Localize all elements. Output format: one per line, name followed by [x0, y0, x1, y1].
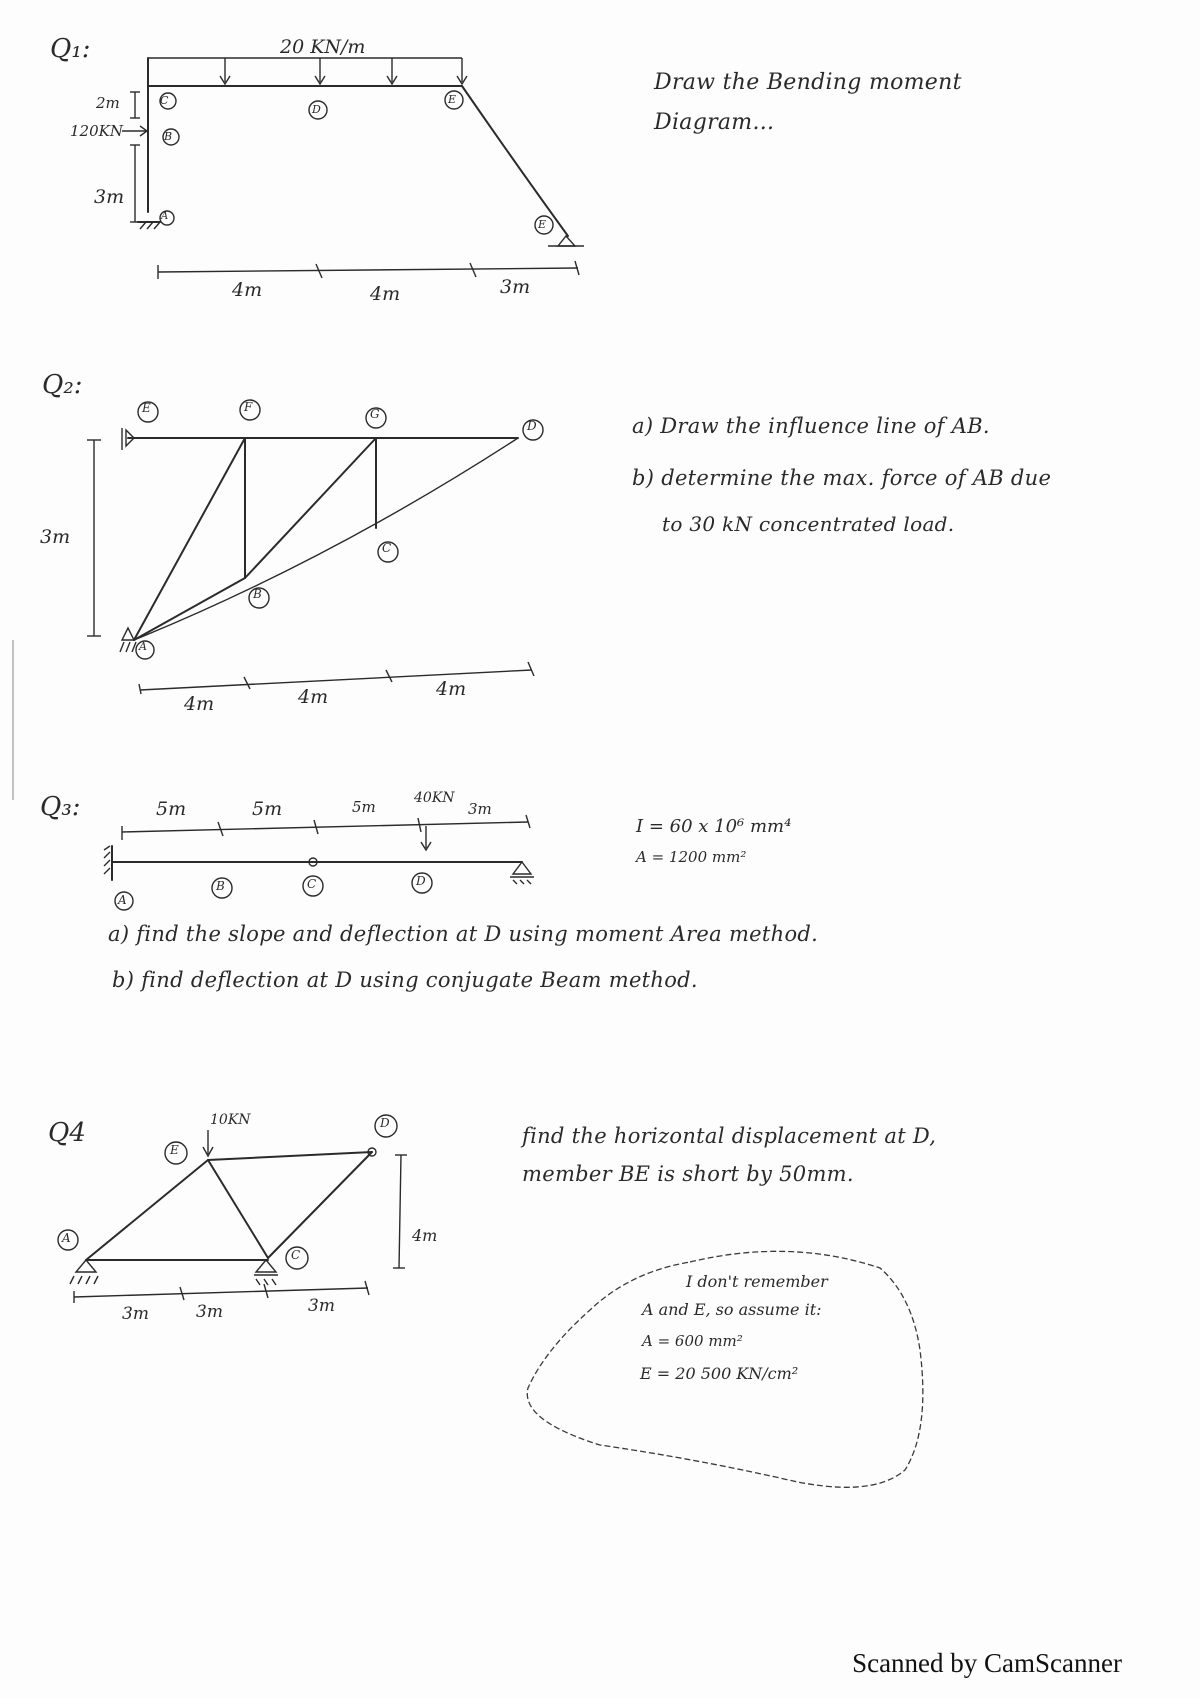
q3-area: A = 1200 mm²	[636, 848, 747, 866]
q3-point-load: 40KN	[414, 790, 455, 806]
q1-span-1: 4m	[232, 279, 263, 301]
q3-node-b: B	[216, 879, 225, 893]
q2-node-e: E	[142, 401, 151, 415]
q2-span-3: 4m	[436, 678, 467, 700]
q4-span-1: 3m	[122, 1304, 149, 1324]
q1-node-d: D	[312, 103, 321, 116]
q4-point-load: 10KN	[210, 1112, 251, 1128]
q1-dim-side: 3m	[94, 186, 125, 208]
q3-node-d: D	[416, 874, 426, 888]
q2-instruction-a: a) Draw the influence line of AB.	[632, 414, 990, 438]
q3-span-2: 5m	[252, 798, 283, 820]
q1-span-3: 3m	[500, 276, 531, 298]
q2-instruction-b1: b) determine the max. force of AB due	[632, 466, 1052, 490]
q2-node-c: C	[382, 541, 392, 555]
scanner-watermark: Scanned by CamScanner	[852, 1648, 1122, 1678]
q4-instruction-2: member BE is short by 50mm.	[522, 1162, 854, 1186]
q1-node-a: A	[161, 211, 169, 222]
q4-node-d: D	[380, 1116, 390, 1130]
q1-instruction-1: Draw the Bending moment	[654, 70, 962, 95]
q2-span-1: 4m	[184, 693, 215, 715]
q1-load-label: 20 KN/m	[280, 36, 366, 58]
q3-instruction-b: b) find deflection at D using conjugate Beam method.	[112, 968, 698, 992]
q4-tag: Q4	[48, 1118, 86, 1148]
q4-note-2: A and E, so assume it:	[642, 1300, 822, 1319]
q1-tag: Q₁:	[50, 34, 91, 64]
q2-node-a: A	[139, 640, 147, 653]
q4-node-c: C	[291, 1248, 301, 1262]
q2-node-g: G	[370, 407, 380, 421]
q1-instruction-2: Diagram...	[654, 110, 775, 135]
q4-note-1: I don't remember	[686, 1272, 828, 1291]
q1-node-c: C	[160, 94, 169, 107]
q2-truss-diagram	[87, 400, 543, 694]
q2-node-f: F	[244, 400, 253, 414]
q4-height: 4m	[412, 1226, 438, 1245]
q3-span-1: 5m	[156, 798, 187, 820]
q4-note-4: E = 20 500 KN/cm²	[640, 1364, 799, 1383]
q3-instruction-a: a) find the slope and deflection at D using moment Area method.	[108, 922, 819, 946]
q4-span-2: 3m	[196, 1302, 223, 1322]
q1-node-b: B	[164, 130, 173, 143]
q3-span-4: 3m	[468, 800, 492, 818]
q3-beam-diagram	[104, 815, 534, 910]
q3-node-a: A	[118, 893, 127, 907]
q4-span-3: 3m	[308, 1296, 335, 1316]
q2-instruction-b2: to 30 kN concentrated load.	[662, 512, 955, 536]
q2-height: 3m	[40, 526, 71, 548]
q3-span-3: 5m	[352, 798, 376, 816]
q2-span-2: 4m	[298, 686, 329, 708]
q1-node-e: E	[448, 93, 457, 106]
q2-node-d: D	[527, 419, 537, 433]
q1-point-load: 120KN	[70, 122, 123, 140]
q2-node-b: B	[253, 587, 262, 601]
q4-node-a: A	[62, 1231, 71, 1245]
q4-node-e: E	[170, 1143, 179, 1157]
q4-instruction-1: find the horizontal displacement at D,	[522, 1124, 937, 1148]
q3-node-c: C	[307, 877, 317, 891]
q3-inertia: I = 60 x 10⁶ mm⁴	[636, 816, 792, 837]
q4-note-3: A = 600 mm²	[642, 1332, 743, 1350]
q3-tag: Q₃:	[40, 792, 81, 822]
q1-node-e2: E	[538, 218, 547, 231]
q1-dim-top: 2m	[96, 94, 120, 112]
q2-tag: Q₂:	[42, 370, 83, 400]
q1-frame-diagram	[122, 58, 584, 279]
q1-span-2: 4m	[370, 283, 401, 305]
